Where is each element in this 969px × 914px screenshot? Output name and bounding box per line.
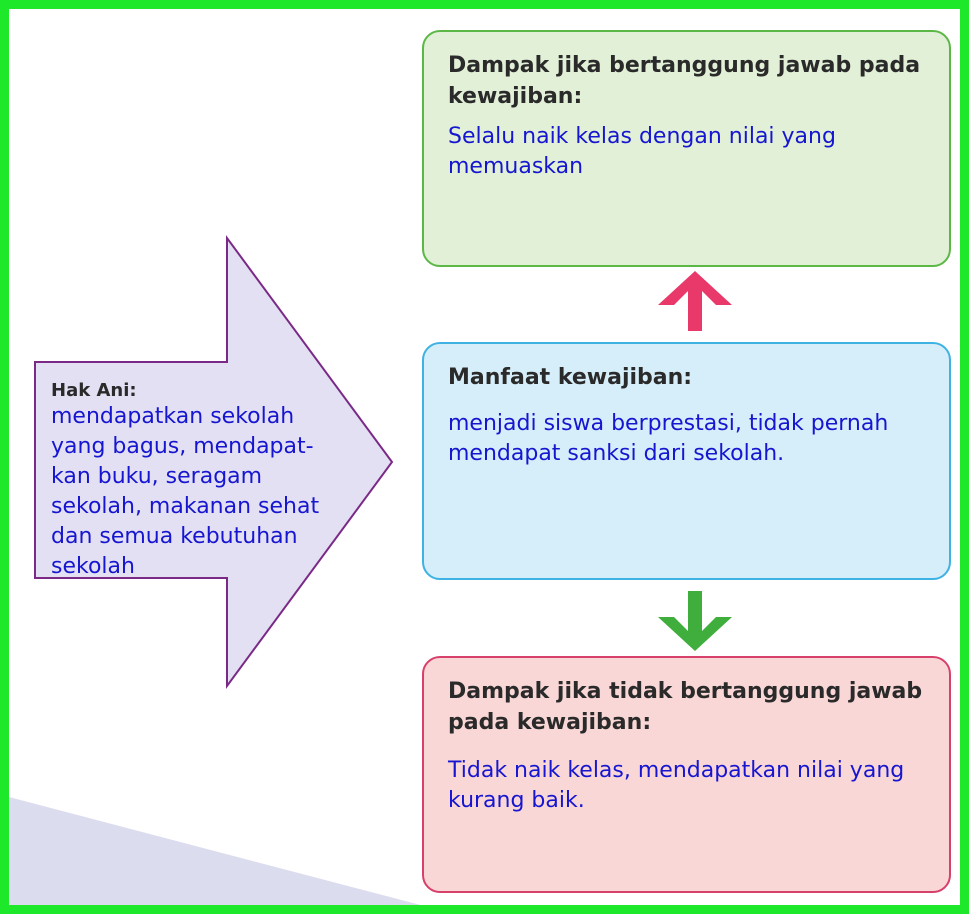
rights-title: Hak Ani: bbox=[51, 380, 137, 401]
impact-irresponsible-title: Dampak jika tidak bertanggung jawab pada kewajiban: bbox=[448, 679, 923, 735]
benefit-title: Manfaat kewajiban: bbox=[448, 365, 693, 390]
impact-responsible-body: Selalu naik kelas dengan nilai yang memuaskan bbox=[448, 124, 836, 179]
impact-irresponsible-body: Tidak naik kelas, mendapatkan nilai yang kurang baik. bbox=[448, 758, 905, 813]
rights-text bbox=[51, 380, 351, 582]
rights-body: mendapatkan sekolah yang bagus, mendapat-kan buku, seragam sekolah, makanan sehat dan semua kebutuhan sekolah bbox=[51, 404, 320, 579]
up-arrow-icon bbox=[656, 269, 734, 333]
benefit-body: menjadi siswa berprestasi, tidak pernah mendapat sanksi dari sekolah. bbox=[448, 411, 889, 466]
down-arrow-icon bbox=[656, 589, 734, 653]
impact-responsible-title: Dampak jika bertanggung jawab pada kewajiban: bbox=[448, 53, 921, 109]
impact-irresponsible-box bbox=[422, 656, 951, 893]
benefit-box bbox=[422, 342, 951, 580]
impact-responsible-box bbox=[422, 30, 951, 267]
